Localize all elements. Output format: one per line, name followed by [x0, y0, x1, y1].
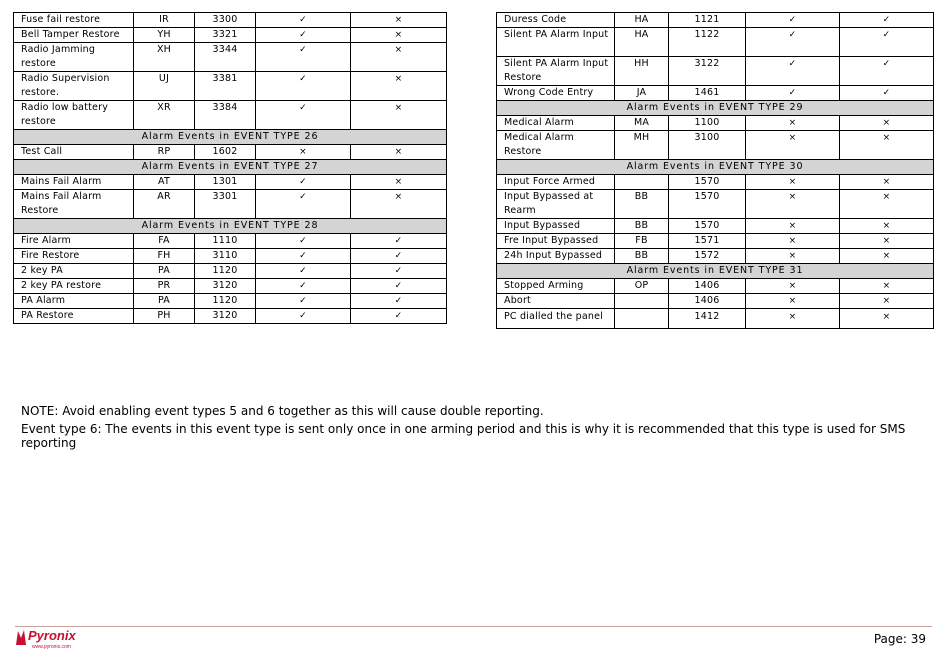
event-flag-a: ✓: [256, 234, 351, 249]
event-flag-a: ×: [256, 145, 351, 160]
event-flag-a: ✓: [256, 28, 351, 43]
event-name: Fuse fail restore: [14, 13, 134, 28]
event-number: 1412: [669, 309, 746, 329]
event-type-header: [14, 219, 447, 234]
event-name: Abort: [497, 294, 615, 309]
event-flag-a: ✓: [256, 101, 351, 130]
event-row: [14, 264, 447, 279]
event-code: YH: [134, 28, 195, 43]
event-code: HH: [615, 57, 669, 86]
event-code: [615, 294, 669, 309]
event-flag-a: ×: [746, 116, 840, 131]
event-name: Silent PA Alarm Input: [497, 28, 615, 57]
event-flag-a: ×: [746, 175, 840, 190]
event-number: 1301: [195, 175, 256, 190]
event-flag-a: ×: [746, 309, 840, 329]
event-flag-a: ×: [746, 294, 840, 309]
event-number: 3300: [195, 13, 256, 28]
event-row: [14, 72, 447, 101]
event-row: [497, 279, 934, 294]
event-number: 1572: [669, 249, 746, 264]
event-row: [14, 294, 447, 309]
event-flag-b: ×: [351, 13, 447, 28]
event-flag-b: ×: [351, 43, 447, 72]
event-flag-b: ✓: [840, 57, 934, 86]
event-name: Radio Jamming restore: [14, 43, 134, 72]
event-type-header: [497, 101, 934, 116]
event-code: PH: [134, 309, 195, 324]
event-number: 1100: [669, 116, 746, 131]
event-flag-a: ✓: [256, 175, 351, 190]
event-code: IR: [134, 13, 195, 28]
event-name: Medical Alarm: [497, 116, 615, 131]
note-double-reporting: NOTE: Avoid enabling event types 5 and 6 together as this will cause double reporting.: [21, 404, 544, 418]
event-name: Silent PA Alarm Input Restore: [497, 57, 615, 86]
event-flag-b: ✓: [351, 279, 447, 294]
event-row: [497, 294, 934, 309]
event-type-header-label: Alarm Events in EVENT TYPE 26: [14, 130, 447, 145]
event-row: [14, 249, 447, 264]
left-table-body: [14, 13, 447, 324]
event-code: JA: [615, 86, 669, 101]
page-number: Page: 39: [873, 632, 926, 646]
event-flag-a: ×: [746, 219, 840, 234]
event-name: Radio low battery restore: [14, 101, 134, 130]
event-code: MA: [615, 116, 669, 131]
event-code: [615, 175, 669, 190]
event-number: 1602: [195, 145, 256, 160]
event-number: 3120: [195, 279, 256, 294]
event-number: 1570: [669, 190, 746, 219]
event-flag-b: ×: [351, 190, 447, 219]
event-flag-b: ×: [351, 101, 447, 130]
event-flag-b: ✓: [351, 249, 447, 264]
event-name: PA Restore: [14, 309, 134, 324]
event-code: PA: [134, 294, 195, 309]
event-flag-b: ✓: [840, 28, 934, 57]
right-table-body: [497, 13, 934, 329]
event-number: 1570: [669, 175, 746, 190]
event-number: 1406: [669, 294, 746, 309]
event-row: [497, 116, 934, 131]
event-row: [497, 28, 934, 57]
event-flag-b: ×: [840, 190, 934, 219]
event-code: UJ: [134, 72, 195, 101]
event-row: [14, 190, 447, 219]
event-number: 1571: [669, 234, 746, 249]
event-number: 1570: [669, 219, 746, 234]
event-name: Mains Fail Alarm Restore: [14, 190, 134, 219]
event-flag-a: ✓: [746, 28, 840, 57]
event-flag-b: ×: [351, 28, 447, 43]
event-row: [497, 190, 934, 219]
event-flag-b: ✓: [351, 264, 447, 279]
event-type-header-label: Alarm Events in EVENT TYPE 29: [497, 101, 934, 116]
event-flag-a: ✓: [746, 57, 840, 86]
event-row: [497, 13, 934, 28]
event-name: Stopped Arming: [497, 279, 615, 294]
event-code: HA: [615, 13, 669, 28]
event-flag-a: ×: [746, 279, 840, 294]
event-flag-b: ×: [840, 249, 934, 264]
event-number: 1122: [669, 28, 746, 57]
event-number: 3344: [195, 43, 256, 72]
event-code: OP: [615, 279, 669, 294]
event-flag-b: ×: [351, 175, 447, 190]
event-name: Input Bypassed at Rearm: [497, 190, 615, 219]
event-row: [14, 13, 447, 28]
event-name: Test Call: [14, 145, 134, 160]
event-name: PC dialled the panel: [497, 309, 615, 329]
event-code: BB: [615, 219, 669, 234]
event-code: HA: [615, 28, 669, 57]
event-flag-b: ×: [840, 279, 934, 294]
event-row: [497, 131, 934, 160]
event-number: 1461: [669, 86, 746, 101]
event-name: Medical Alarm Restore: [497, 131, 615, 160]
event-row: [14, 101, 447, 130]
event-flag-b: ×: [840, 175, 934, 190]
event-name: 2 key PA: [14, 264, 134, 279]
event-flag-a: ✓: [256, 13, 351, 28]
event-type-header: [497, 264, 934, 279]
event-type-header-label: Alarm Events in EVENT TYPE 28: [14, 219, 447, 234]
event-flag-b: ✓: [351, 294, 447, 309]
event-number: 3381: [195, 72, 256, 101]
footer-divider: [15, 626, 932, 627]
event-name: 2 key PA restore: [14, 279, 134, 294]
event-flag-b: ×: [840, 234, 934, 249]
event-name: Input Force Armed: [497, 175, 615, 190]
event-flag-a: ✓: [256, 190, 351, 219]
event-row: [14, 175, 447, 190]
event-number: 3110: [195, 249, 256, 264]
event-row: [497, 175, 934, 190]
right-events-table: [496, 12, 934, 329]
event-row: [14, 234, 447, 249]
event-row: [14, 309, 447, 324]
event-row: [497, 309, 934, 329]
event-code: PR: [134, 279, 195, 294]
event-row: [497, 249, 934, 264]
event-name: 24h Input Bypassed: [497, 249, 615, 264]
event-code: XH: [134, 43, 195, 72]
event-flag-a: ✓: [256, 72, 351, 101]
event-type-header: [14, 130, 447, 145]
event-flag-a: ✓: [746, 13, 840, 28]
event-name: Fre Input Bypassed: [497, 234, 615, 249]
flame-logo-icon: [14, 628, 28, 646]
event-type-header-label: Alarm Events in EVENT TYPE 31: [497, 264, 934, 279]
event-flag-a: ✓: [256, 264, 351, 279]
event-name: PA Alarm: [14, 294, 134, 309]
event-code: AR: [134, 190, 195, 219]
event-row: [14, 43, 447, 72]
event-number: 1120: [195, 294, 256, 309]
logo-url: www.pyronix.com: [32, 644, 71, 650]
event-flag-b: ✓: [351, 309, 447, 324]
pyronix-logo: [14, 628, 94, 654]
event-number: 1406: [669, 279, 746, 294]
event-flag-a: ×: [746, 131, 840, 160]
event-flag-a: ×: [746, 190, 840, 219]
event-row: [497, 234, 934, 249]
event-flag-a: ✓: [256, 279, 351, 294]
event-code: MH: [615, 131, 669, 160]
event-name: Wrong Code Entry: [497, 86, 615, 101]
event-flag-a: ✓: [256, 294, 351, 309]
event-type-header: [14, 160, 447, 175]
event-flag-a: ×: [746, 234, 840, 249]
event-row: [14, 145, 447, 160]
event-name: Duress Code: [497, 13, 615, 28]
event-name: Radio Supervision restore.: [14, 72, 134, 101]
event-flag-b: ×: [840, 294, 934, 309]
event-number: 1121: [669, 13, 746, 28]
event-flag-b: ✓: [840, 13, 934, 28]
event-flag-b: ×: [840, 131, 934, 160]
event-code: XR: [134, 101, 195, 130]
event-flag-b: ✓: [840, 86, 934, 101]
event-flag-b: ×: [840, 309, 934, 329]
event-code: AT: [134, 175, 195, 190]
event-name: Mains Fail Alarm: [14, 175, 134, 190]
event-type-header: [497, 160, 934, 175]
event-flag-b: ×: [351, 72, 447, 101]
event-number: 1120: [195, 264, 256, 279]
event-flag-a: ✓: [256, 43, 351, 72]
event-number: 3301: [195, 190, 256, 219]
event-flag-b: ✓: [351, 234, 447, 249]
event-flag-a: ×: [746, 249, 840, 264]
event-flag-a: ✓: [256, 309, 351, 324]
event-row: [14, 28, 447, 43]
event-row: [497, 57, 934, 86]
event-name: Fire Alarm: [14, 234, 134, 249]
event-code: [615, 309, 669, 329]
event-flag-a: ✓: [256, 249, 351, 264]
left-events-table: [13, 12, 447, 324]
event-number: 3100: [669, 131, 746, 160]
event-flag-b: ×: [840, 219, 934, 234]
event-type-header-label: Alarm Events in EVENT TYPE 27: [14, 160, 447, 175]
event-flag-b: ×: [351, 145, 447, 160]
event-code: FB: [615, 234, 669, 249]
event-number: 1110: [195, 234, 256, 249]
event-row: [497, 219, 934, 234]
logo-text: Pyronix: [28, 628, 76, 643]
event-code: FH: [134, 249, 195, 264]
note-event-type-6: Event type 6: The events in this event type is sent only once in one arming period and this is why it is recommended that this type is used for SMS reporting: [21, 422, 906, 450]
event-flag-a: ✓: [746, 86, 840, 101]
event-code: PA: [134, 264, 195, 279]
event-code: BB: [615, 190, 669, 219]
event-name: Fire Restore: [14, 249, 134, 264]
event-row: [14, 279, 447, 294]
event-code: RP: [134, 145, 195, 160]
event-code: FA: [134, 234, 195, 249]
event-name: Input Bypassed: [497, 219, 615, 234]
event-type-header-label: Alarm Events in EVENT TYPE 30: [497, 160, 934, 175]
event-code: BB: [615, 249, 669, 264]
event-number: 3321: [195, 28, 256, 43]
event-row: [497, 86, 934, 101]
event-flag-b: ×: [840, 116, 934, 131]
event-number: 3120: [195, 309, 256, 324]
event-number: 3122: [669, 57, 746, 86]
event-number: 3384: [195, 101, 256, 130]
event-name: Bell Tamper Restore: [14, 28, 134, 43]
